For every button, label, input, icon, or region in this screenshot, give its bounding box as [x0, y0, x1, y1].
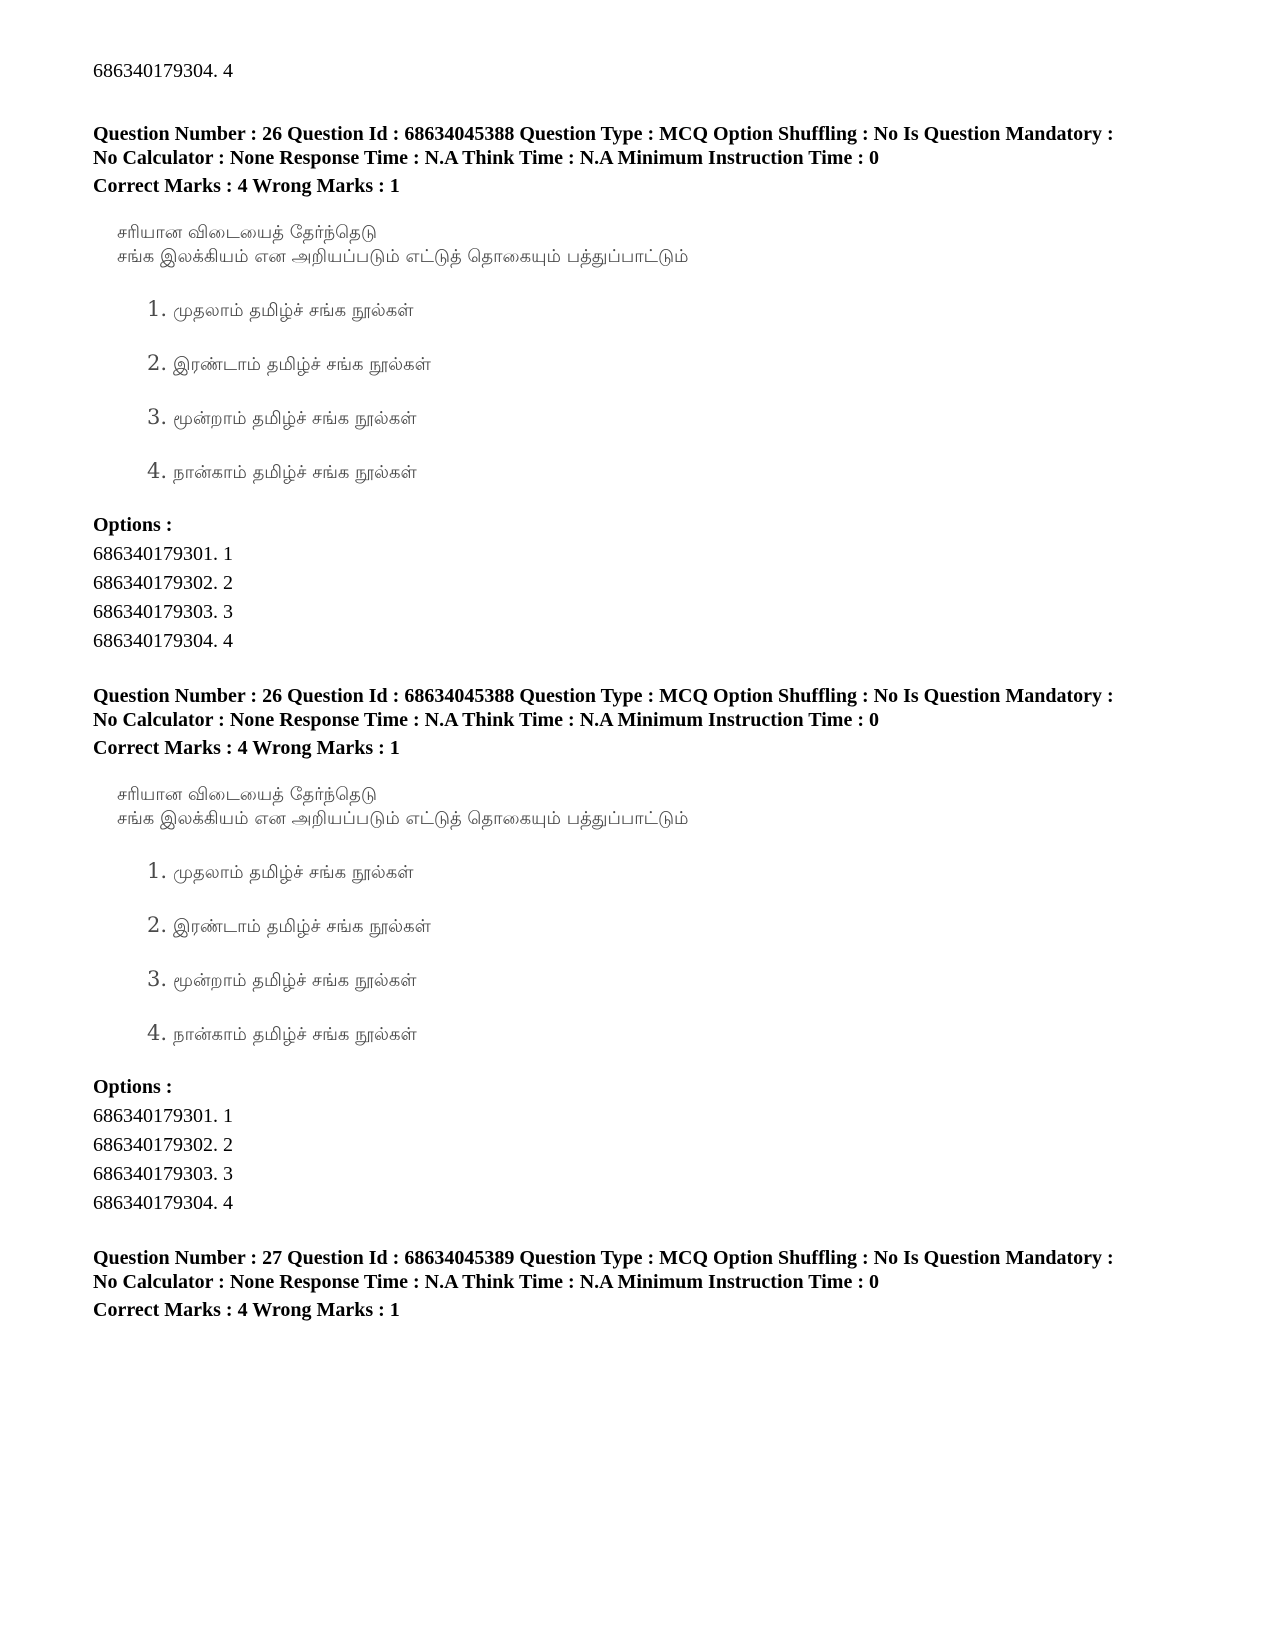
question-header-line: No Calculator : None Response Time : N.A Think Time : N.A Minimum Instruction Time : 0	[93, 1271, 879, 1293]
choice-number: 4.	[147, 459, 168, 483]
choice-text: முதலாம் தமிழ்ச் சங்க நூல்கள்	[173, 300, 414, 321]
choice-number: 1.	[147, 859, 168, 883]
option-line: 686340179303. 3	[93, 1163, 233, 1185]
choice-number: 3.	[147, 967, 168, 991]
question-block	[93, 1246, 1213, 1325]
question-image	[117, 221, 1213, 485]
question-choice	[147, 405, 1213, 431]
choice-number: 4.	[147, 1021, 168, 1045]
choice-number: 3.	[147, 405, 168, 429]
option-line: 686340179304. 4	[93, 630, 233, 652]
question-header-line: No Calculator : None Response Time : N.A Think Time : N.A Minimum Instruction Time : 0	[93, 709, 879, 731]
option-line: 686340179304. 4	[93, 1192, 233, 1214]
question-header	[93, 122, 1213, 170]
options-label: Options :	[93, 1076, 173, 1098]
option-line: 686340179301. 1	[93, 1105, 233, 1127]
question-choice	[147, 913, 1213, 939]
question-block	[93, 684, 1213, 1218]
question-choice	[147, 859, 1213, 885]
option-line: 686340179303. 3	[93, 601, 233, 623]
question-choice	[147, 967, 1213, 993]
choice-text: நான்காம் தமிழ்ச் சங்க நூல்கள்	[173, 1024, 417, 1045]
choice-text: இரண்டாம் தமிழ்ச் சங்க நூல்கள்	[173, 916, 431, 937]
question-header-line: Question Number : 26 Question Id : 68634045388 Question Type : MCQ Option Shuffling : No Is Question Mandatory :	[93, 685, 1114, 707]
option-line: 686340179302. 2	[93, 1134, 233, 1156]
question-block	[93, 122, 1213, 656]
marks-line: Correct Marks : 4 Wrong Marks : 1	[93, 175, 400, 197]
choice-number: 2.	[147, 351, 168, 375]
choice-text: இரண்டாம் தமிழ்ச் சங்க நூல்கள்	[173, 354, 431, 375]
question-image	[117, 783, 1213, 1047]
question-stem: சரியான விடையைத் தேர்ந்தெடு	[117, 222, 377, 243]
question-stem: சங்க இலக்கியம் என அறியப்படும் எட்டுத் தொகையும் பத்துப்பாட்டும்	[117, 246, 689, 267]
question-header-line: No Calculator : None Response Time : N.A Think Time : N.A Minimum Instruction Time : 0	[93, 147, 879, 169]
option-line: 686340179304. 4	[93, 60, 233, 82]
choice-text: முதலாம் தமிழ்ச் சங்க நூல்கள்	[173, 862, 414, 883]
option-line: 686340179301. 1	[93, 543, 233, 565]
marks-line: Correct Marks : 4 Wrong Marks : 1	[93, 1299, 400, 1321]
question-choice	[147, 459, 1213, 485]
choice-text: நான்காம் தமிழ்ச் சங்க நூல்கள்	[173, 462, 417, 483]
choice-text: மூன்றாம் தமிழ்ச் சங்க நூல்கள்	[173, 408, 417, 429]
question-stem: சங்க இலக்கியம் என அறியப்படும் எட்டுத் தொகையும் பத்துப்பாட்டும்	[117, 808, 689, 829]
option-line: 686340179302. 2	[93, 572, 233, 594]
question-header-line: Question Number : 26 Question Id : 68634045388 Question Type : MCQ Option Shuffling : No Is Question Mandatory :	[93, 123, 1114, 145]
question-header-line: Question Number : 27 Question Id : 68634045389 Question Type : MCQ Option Shuffling : No Is Question Mandatory :	[93, 1247, 1114, 1269]
question-choice	[147, 297, 1213, 323]
question-header	[93, 684, 1213, 732]
choice-number: 2.	[147, 913, 168, 937]
question-choice	[147, 351, 1213, 377]
options-label: Options :	[93, 514, 173, 536]
question-stem: சரியான விடையைத் தேர்ந்தெடு	[117, 784, 377, 805]
choice-text: மூன்றாம் தமிழ்ச் சங்க நூல்கள்	[173, 970, 417, 991]
question-header	[93, 1246, 1213, 1294]
question-choice	[147, 1021, 1213, 1047]
marks-line: Correct Marks : 4 Wrong Marks : 1	[93, 737, 400, 759]
choice-number: 1.	[147, 297, 168, 321]
